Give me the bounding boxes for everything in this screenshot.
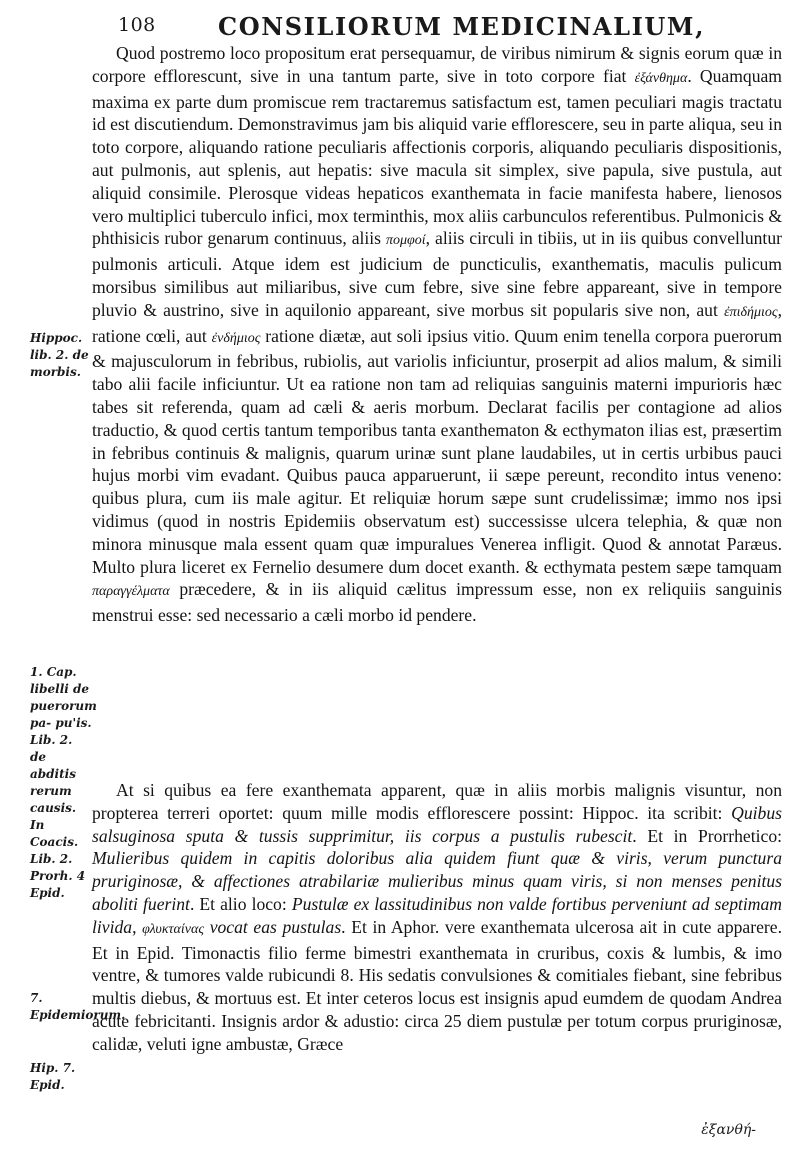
catchword: ἐξανθή- [701,1122,756,1138]
running-title: CONSILIORUM MEDICINALIUM, [218,12,706,41]
text-run: ratione diætæ, aut soli ipsius vitio. Quum enim tenella corpora puerorum & majusculorum in febribus, rubiolis, aut variolis inficiuntur, proserpit ad alios malum, & simili tabo alii facile inficiuntur. Ut ea ratione non tam ad reliquias sanguinis materni impurioris hæc tabes sit referenda, quam ad cæli & aeris morbum. Declarat facilis per contagione ad alios traductio, & quod certis tantum temporibus tanta exanthematon & ecthymaton ilias est, præsertim in febribus continuis & malignis, quarum urinæ sunt plane laudabiles, ut in certis urbibus pauci hujus morbi vim evadant. Quibus pauca apparuerunt, ii sæpe pereunt, recondito intus veneno: quibus plura, cum iis male agitur. Et reliquiæ horum sæpe sunt crudelissimæ; immo nos ipsi vidimus (quod in nostris Epidemiis observatum est) successisse ulcera telephia, & quæ non minora minusque mala essent quam quæ impuralues Venerea infligit. Quod & annotat Paræus. Multo plura liceret ex Fernelio desumere dum docet exanth. & ecthymata pestem sæpe tamquam [92,325,783,577]
margin-note: 1. Cap. libelli de puerorum pa- pu'is. Lib. 2. de abditis rerum causis. In Coacis. Lib. 2. Prorh. 4 Epid. [30,665,97,900]
text-run: . Et in Prorrhetico: [632,825,782,846]
paragraph [92,42,782,627]
margin-note: 7. Epidemiorum. [30,991,126,1022]
greek-word: ἐξάνθημα [634,70,688,86]
margin-note: Hip. 7. Epid. [30,1061,76,1092]
text-run: . Quamquam maxima ex parte dum promiscue rem tractaremus satisfactum est, tamen peculiari magis tractatu id est discutiendum. Demonstravimus jam bis aliquid varie efflorescere, seu in parte aliqua, seu in toto corpore, aliquando ratione peculiaris affectionis corporis, aliquando peculiaris dispositionis, aut pulmonis, aut splenis, aut hepatis: sive macula sit simplex, sive papula, sive pustula, aut aliquid consimile. Plerosque videas hepaticos exanthemata in facie manifesta habere, lienosos vero multiplici tuberculo infici, mox terminthis, mox aliis carbunculos referentibus. Pulmonicis & phthisicis rubor genarum continuus, aliis [92,65,782,249]
text-run: , [132,916,137,937]
text-run: . Et alio loco: [189,893,287,914]
main-text-column [92,42,782,627]
greek-word: πομφοί [385,233,426,249]
text-run: . Et in Aphor. vere exanthemata ulcerosa ait in cute apparere. Et in Epid. Timonactis filio ferme bimestri exanthemata in cruribus, coxis & lumbis, & imo ventre, & tumores valde rubicundi 8. His sedatis convulsiones & comitiales fiebant, sine febribus multis diebus, & mortuus est. Et inter ceteros locus est insignis apud eumdem de quodam Andrea acute febricitanti. Insignis ardor & adustio: circa 25 diem pustulæ per totum corpus pruriginosæ, calidæ, veluti igne ambustæ, Græce [92,916,782,1054]
quotation: vocat eas pustulas [209,916,342,937]
text-run: At si quibus ea fere exanthemata apparent, quæ in aliis morbis malignis visuntur, non propterea terreri oportet: quum mille modis efflorescere possint: Hippoc. ita scribit: [92,780,782,823]
quotation: Quibus salsuginosa sputa & tussis supprimitur, iis corpus a pustulis rubescit [92,802,782,846]
greek-word: ἐπιδήμιος [724,304,778,320]
text-run: Quod postremo loco propositum erat persequamur, de viribus nimirum & signis eorum quæ in corpore efflorescunt, sive in una tantum parte, sive in toto corpore fiat [92,43,782,86]
quotation: Mulieribus quidem in capitis doloribus alia quidem fiunt quæ & viris, verum punctura pruriginosæ, & affectiones atrabilariæ mulieribus minus quam viris, si non menses penitus aboliti fuerint [92,848,782,914]
greek-word: ἐνδήμιος [211,330,261,346]
quotation: Pustulæ ex lassitudinibus non valde fortibus perveniunt ad septimam livida [92,893,782,937]
page-number: 108 [118,14,156,36]
page-header [118,8,780,40]
paragraph [92,779,782,1056]
text-run: , aliis circuli in tibiis, ut in iis quibus convelluntur pulmonis articuli. Atque idem est judicium de puncticulis, exanthematis, maculis pulicum morsibus similibus aut miliaribus, sive cum febre, sive sine febre appareant, sive in tempore pluvio & austrino, sive in aquilonio appareant, sive morbus sit popularis sive non, aut [92,228,782,320]
greek-word: φλυκταίνας [142,921,205,937]
margin-note: Hippoc. lib. 2. de morbis. [30,331,89,379]
text-run: , ratione cœli, aut [92,299,782,346]
greek-word: παραγγέλματα [92,584,170,600]
text-run: præcedere, & in iis aliquid cælitus impressum esse, non ex reliquiis sanguinis menstrui esse: sed necessario a cæli morbo id pendere. [92,579,782,626]
main-text-column [92,779,782,1056]
